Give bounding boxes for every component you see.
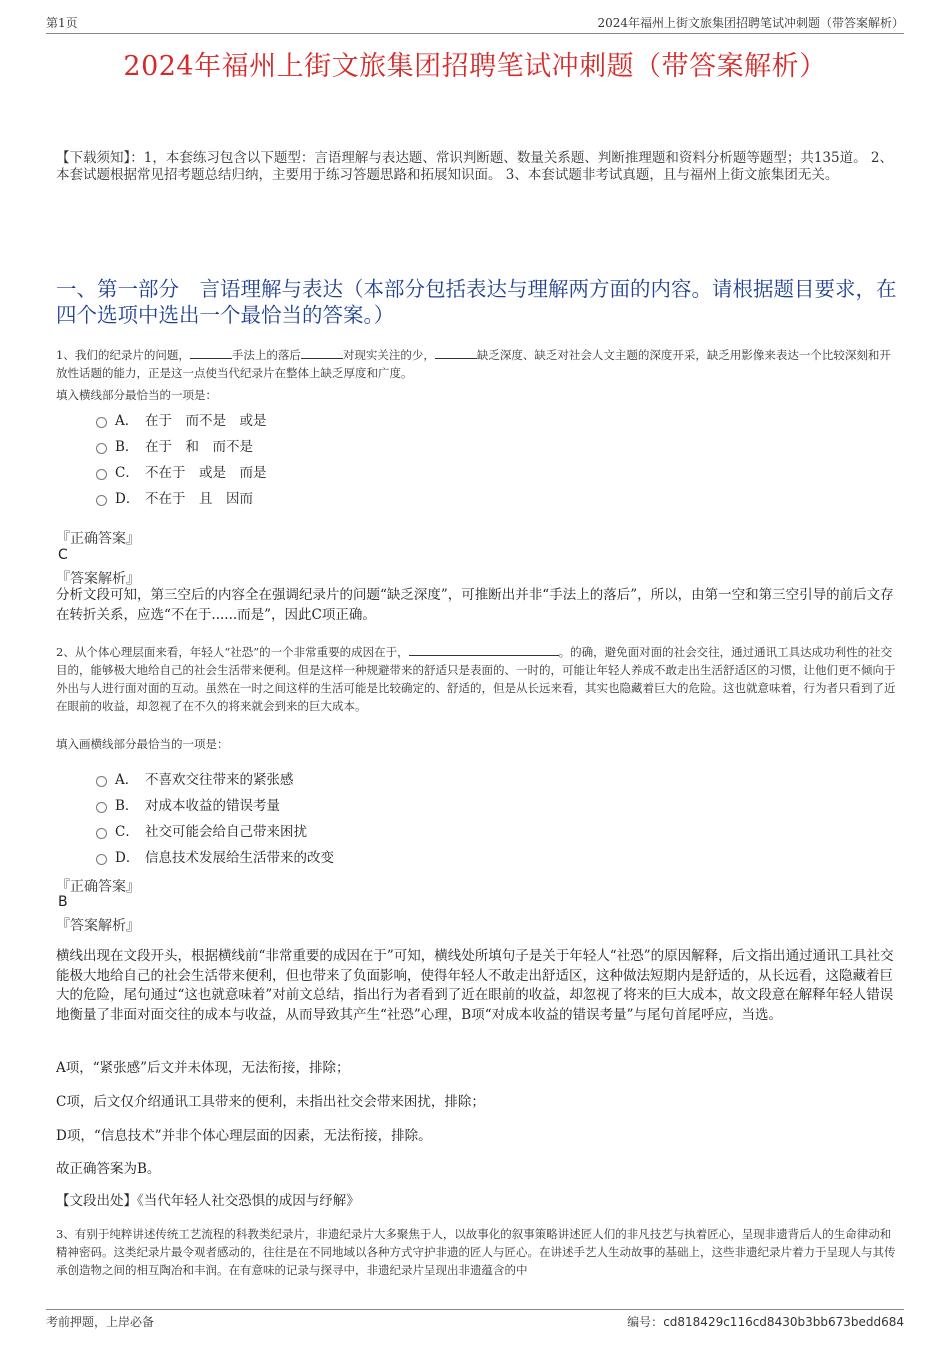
radio-icon[interactable] [96,828,107,839]
q1-answer-label: 『正确答案』 [56,531,140,547]
footer-code-label: 编号： [627,1315,664,1329]
q1-prompt: 填入横线部分最恰当的一项是： [56,388,217,402]
q1-text-part: 对现实关注的少， [342,348,435,362]
q2-option-d[interactable]: D． 信息技术发展给生活带来的改变 [96,843,334,869]
q2-answer: B [58,894,68,910]
footer-divider [46,1309,904,1310]
section-heading: 一、第一部分 言语理解与表达（本部分包括表达与理解两方面的内容。请根据题目要求，在四个选项中选出一个最恰当的答案。） [56,277,897,327]
q1-text-part: 手法上的落后 [231,348,301,362]
q2-prompt: 填入画横线部分最恰当的一项是： [56,737,229,751]
radio-icon[interactable] [96,417,107,428]
q2-answer-label: 『正确答案』 [56,879,140,895]
q2-text-part: 2、从个体心理层面来看，年轻人“社恐”的一个非常重要的成因在于， [56,645,409,659]
q1-analysis-label: 『答案解析』 [56,571,140,587]
q2-blank [409,643,559,656]
radio-icon[interactable] [96,854,107,865]
radio-icon[interactable] [96,495,107,506]
footer-code-value: cd818429c116cd8430b3bb673bedd684 [663,1315,904,1329]
q2-conclusion: 故正确答案为B。 [56,1161,161,1177]
q1-blank-2 [301,346,343,359]
q2-option-c[interactable]: C． 社交可能会给自己带来困扰 [96,817,334,843]
q2-note-c: C项，后文仅介绍通讯工具带来的便利，未指出社交会带来困扰，排除； [56,1094,485,1110]
q1-analysis: 分析文段可知，第三空后的内容全在强调纪录片的问题“缺乏深度”，可推断出并非“手法上的落后”，所以，由第一空和第三空引导的前后文存在转折关系，应选“不在于......而是”，因此C项正确。 [56,587,894,623]
footer-slogan: 考前押题，上岸必备 [46,1315,155,1329]
q2-analysis-label: 『答案解析』 [56,918,140,934]
q1-blank-1 [190,346,232,359]
q2-option-b[interactable]: B． 对成本收益的错误考量 [96,791,334,817]
q1-text-part: 缺乏深度、缺乏对社会人文主题的深度开采，缺乏用影像来表达一个比较深刻和开放性话题的能力，正是这一点使当代纪录片在整体上缺乏厚度和广度。 [56,348,891,380]
q1-option-b[interactable]: B． 在于 和 而不是 [96,432,267,458]
q2-source: 【文段出处】《当代年轻人社交恐惧的成因与纾解》 [56,1193,360,1209]
q2-text-part: 。的确，避免面对面的社会交往，通过通讯工具达成功利性的社交目的，能够极大地给自己的社会生活带来便利。但是这样一种规避带来的舒适只是表面的、一时的，可能让年轻人养成不敢走出生活舒适区的习惯，让他们更不倾向于外出与人进行面对面的互动。虽然在一时之间这样的生活可能是比较确定的、舒适的，但是从长远来看，其实也隐藏着巨大的危险。这也就意味着，行为者只看到了近在眼前的收益，却忽视了在不久的将来就会到来的巨大成本。 [56,645,896,713]
page-title: 2024年福州上街文旅集团招聘笔试冲刺题（带答案解析） [123,51,827,82]
question-2-stem [56,643,901,715]
radio-icon[interactable] [96,469,107,480]
header-doc-title: 2024年福州上街文旅集团招聘笔试冲刺题（带答案解析） [597,16,904,30]
q2-analysis: 横线出现在文段开头，根据横线前“非常重要的成因在于”可知，横线处所填句子是关于年轻人“社恐”的原因解释，后文指出通过通讯工具社交能极大地给自己的社会生活带来便利，但也带来了负面影响，使得年轻人不敢走出舒适区，这种做法短期内是舒适的，从长远看，这隐藏着巨大的危险，尾句通过“这也就意味着”对前文总结，指出行为者看到了近在眼前的收益，却忽视了将来的巨大成本，故文段意在解释年轻人错误地衡量了非面对面交往的成本与收益，从而导致其产生“社恐”心理，B项“对成本收益的错误考量”与尾句首尾呼应，当选。 [56,948,894,1023]
footer-code [627,1313,904,1330]
q2-option-a[interactable]: A． 不喜欢交往带来的紧张感 [96,765,334,791]
radio-icon[interactable] [96,776,107,787]
radio-icon[interactable] [96,443,107,454]
question-1-stem [56,346,901,382]
header-divider [46,33,904,34]
q1-option-a[interactable]: A． 在于 而不是 或是 [96,406,267,432]
q2-options [96,765,334,869]
q2-note-d: D项，“信息技术”并非个体心理层面的因素，无法衔接，排除。 [56,1128,432,1144]
radio-icon[interactable] [96,802,107,813]
q1-answer: C [58,547,68,563]
q1-text-part: 1、我们的纪录片的问题， [56,348,190,362]
q1-option-d[interactable]: D． 不在于 且 因而 [96,484,267,510]
download-notice: 【下载须知】：1，本套练习包含以下题型：言语理解与表达题、常识判断题、数量关系题、判断推理题和资料分析题等题型；共135道。 2、本套试题根据常见招考题总结归纳，主要用于练习答题思路和拓展知识面。 3、本套试题非考试真题，且与福州上街文旅集团无关。 [56,150,893,183]
page-number: 第1页 [46,16,78,30]
q1-option-c[interactable]: C． 不在于 或是 而是 [96,458,267,484]
q1-blank-3 [435,346,477,359]
q1-options [96,406,267,510]
page-header [46,14,904,32]
q2-note-a: A项，“紧张感”后文并未体现，无法衔接，排除； [56,1060,350,1076]
question-3-stem: 3、有别于纯粹讲述传统工艺流程的科教类纪录片，非遗纪录片大多聚焦于人，以故事化的叙事策略讲述匠人们的非凡技艺与执着匠心，呈现非遗背后人的生命律动和精神密码。这类纪录片最令观者感动的，往往是在不同地域以各种方式守护非遗的匠人与匠心。在讲述手艺人生动故事的基础上，这些非遗纪录片着力于呈现人与其传承创造物之间的相互陶冶和丰润。在有意味的记录与探寻中，非遗纪录片呈现出非遗蕴含的中 [56,1227,896,1277]
